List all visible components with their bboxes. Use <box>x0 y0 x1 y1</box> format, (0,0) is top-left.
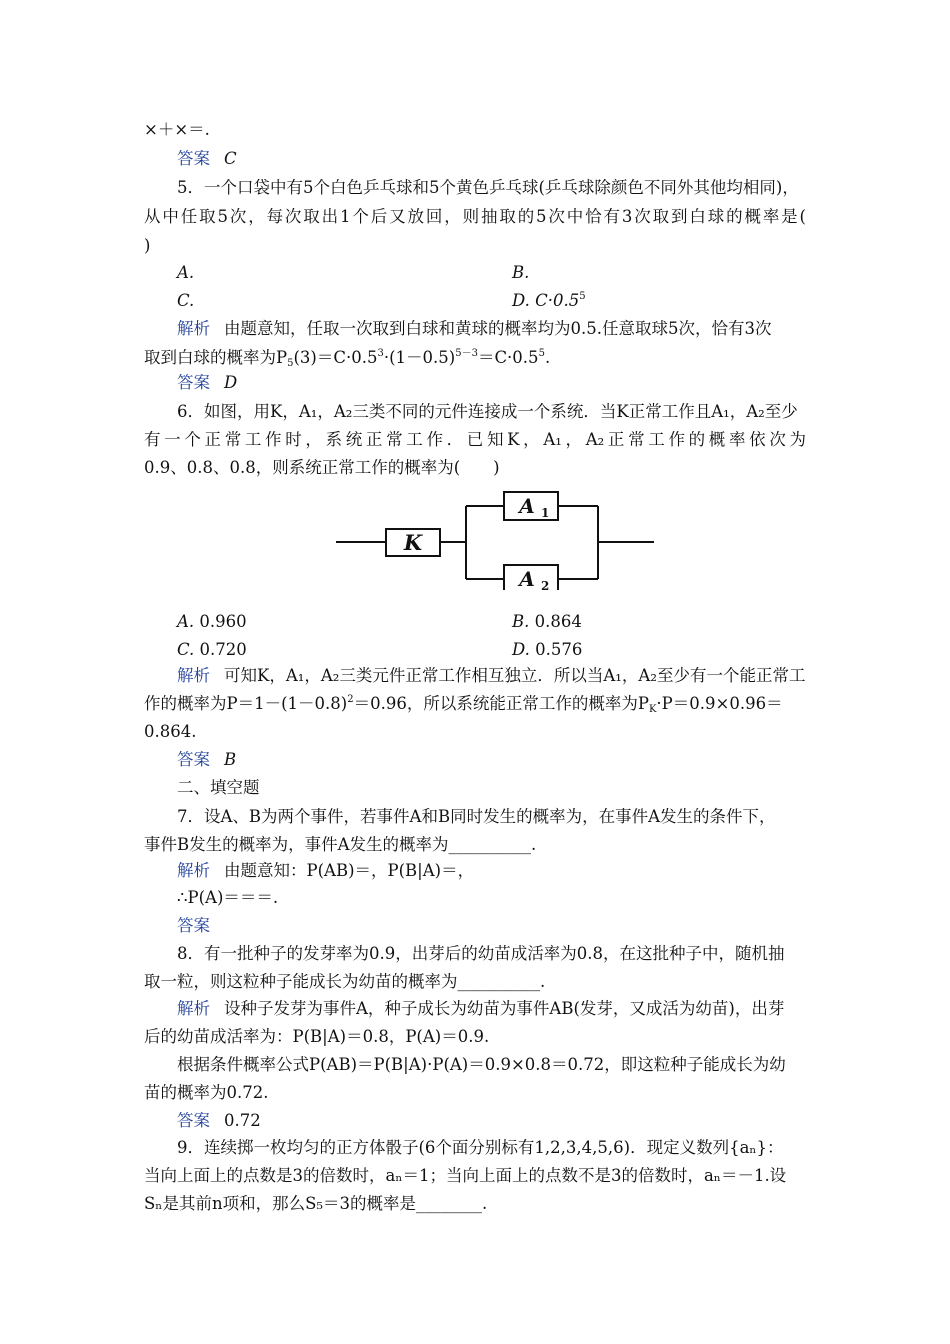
solution-8-line-1: 解析 设种子发芽为事件A，种子成长为幼苗为事件AB(发芽，又成活为幼苗)，出芽 <box>177 999 785 1018</box>
option-a: A. 0.960 <box>177 612 247 631</box>
question-6-line-1: 6．如图，用K，A₁，A₂三类不同的元件连接成一个系统．当K正常工作且A₁，A₂至少 <box>177 402 798 421</box>
section-heading: 二、填空题 <box>177 778 260 797</box>
question-6-line-2: 有一个正常工作时，系统正常工作．已知K，A₁，A₂正常工作的概率依次为 <box>144 430 806 449</box>
solution-label: 解析 <box>177 666 210 685</box>
solution-label: 解析 <box>177 999 210 1018</box>
solution-label: 解析 <box>177 861 210 880</box>
question-8-line-1: 8．有一批种子的发芽率为0.9，出芽后的幼苗成活率为0.8，在这批种子中，随机抽 <box>177 944 785 963</box>
question-5-line-3: ) <box>144 236 151 255</box>
component-k-label: K <box>403 530 423 555</box>
answer-label: 答案 <box>177 1111 210 1130</box>
solution-6-line-1: 解析 可知K，A₁，A₂三类元件正常工作相互独立．所以当A₁，A₂至少有一个能正常工 <box>177 666 806 685</box>
option-b: B. 0.864 <box>512 612 582 631</box>
answer-value: C <box>224 149 237 168</box>
answer-value: 0.72 <box>224 1111 261 1130</box>
text-line: ×＋×＝. <box>144 120 210 139</box>
solution-label: 解析 <box>177 319 210 338</box>
option-c: C. <box>177 291 195 310</box>
answer-label: 答案 <box>177 750 210 769</box>
option-c: C. 0.720 <box>177 640 247 659</box>
question-8-line-2: 取一粒，则这粒种子能成长为幼苗的概率为__________. <box>144 972 546 991</box>
component-a1-subscript: 1 <box>541 506 550 520</box>
answer-value: B <box>224 750 237 769</box>
solution-6-line-2: 作的概率为$P=1-(1-0.8)^2=0.96$，所以系统能正常工作的概率为$P_K\cdot P=0.9\times 0.96=$ <box>144 694 783 715</box>
solution-5-line-1: 解析 由题意知，任取一次取到白球和黄球的概率均为0.5.任意取球5次，恰有3次 <box>177 319 772 338</box>
component-a1-label: A <box>519 494 535 518</box>
solution-8-line-3: 根据条件概率公式P(AB)＝P(B|A)·P(A)＝0.9×0.8＝0.72，即这粒种子能成长为幼 <box>177 1055 786 1074</box>
question-5-line-2: 从中任取5次，每次取出1个后又放回，则抽取的5次中恰有3次取到白球的概率是( <box>144 207 806 226</box>
question-9-line-2: 当向上面上的点数是3的倍数时，aₙ＝1；当向上面上的点数不是3的倍数时，aₙ＝－1.设 <box>144 1166 787 1185</box>
answer-4 <box>177 148 237 170</box>
question-7-line-1: 7．设A、B为两个事件，若事件A和B同时发生的概率为，在事件A发生的条件下， <box>177 807 776 826</box>
solution-8-line-2: 后的幼苗成活率为：P(B|A)＝0.8，P(A)＝0.9. <box>144 1027 490 1046</box>
solution-8-line-4: 苗的概率为0.72. <box>144 1083 269 1102</box>
answer-label: 答案 <box>177 373 210 392</box>
question-9-line-1: 9．连续掷一枚均匀的正方体骰子(6个面分别标有1,2,3,4,5,6)．现定义数列{aₙ}： <box>177 1138 784 1157</box>
solution-7-line-2: ∴P(A)＝＝＝. <box>177 888 279 907</box>
question-9-line-3: Sₙ是其前n项和，那么S₅＝3的概率是________. <box>144 1194 488 1213</box>
solution-5-line-2: 取到白球的概率为$P_5(3)=C\cdot 0.5^3\cdot(1-0.5)^{5-3}=C\cdot 0.5^5$. <box>144 348 551 369</box>
option-d: D. 0.576 <box>512 640 583 659</box>
component-a2-subscript: 2 <box>541 579 550 590</box>
option-d: D. $C\cdot 0.5^5$ <box>512 291 586 310</box>
solution-7-line-1: 解析 由题意知：P(AB)＝，P(B|A)＝， <box>177 861 475 880</box>
answer-value: D <box>224 373 238 392</box>
question-5-line-1: 5．一个口袋中有5个白色乒乓球和5个黄色乒乓球(乒乓球除颜色不同外其他均相同)， <box>177 178 799 197</box>
option-a: A. <box>177 263 195 282</box>
option-b: B. <box>512 263 530 282</box>
question-6-line-3: 0.9、0.8、0.8，则系统正常工作的概率为( ) <box>144 458 500 477</box>
answer-7 <box>177 915 210 937</box>
circuit-diagram <box>330 486 660 590</box>
answer-label: 答案 <box>177 916 210 935</box>
answer-5 <box>177 372 237 394</box>
component-a2-label: A <box>519 567 535 590</box>
answer-label: 答案 <box>177 149 210 168</box>
solution-6-line-3: 0.864. <box>144 722 197 741</box>
answer-6 <box>177 749 236 771</box>
question-7-line-2: 事件B发生的概率为，事件A发生的概率为__________. <box>144 835 537 854</box>
answer-8 <box>177 1110 261 1132</box>
